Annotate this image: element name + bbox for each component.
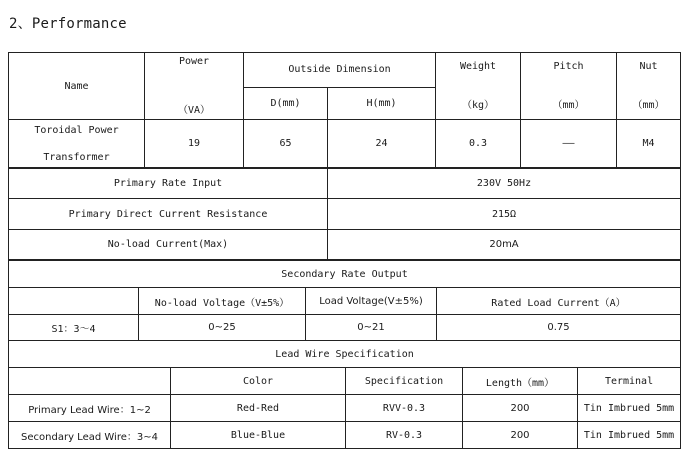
lead-wire-terminal: Tin Imbrued 5mm — [578, 395, 681, 422]
lead-wire-color: Red-Red — [171, 395, 346, 422]
lead-wire-length: 200 — [463, 395, 578, 422]
nut-header-unit: （mm） — [632, 100, 665, 111]
table-row — [9, 395, 681, 422]
lead-wire-terminal: Tin Imbrued 5mm — [578, 422, 681, 449]
product-name-line-2: Transformer — [43, 151, 110, 163]
lead-wire-length: 200 — [463, 422, 578, 449]
terminal-header: Terminal — [578, 368, 681, 395]
lead-wire-title: Lead Wire Specification — [9, 341, 681, 368]
lead-wire-spec: RVV-0.3 — [346, 395, 463, 422]
noload-voltage-value: 0~25 — [139, 315, 306, 341]
secondary-output-table — [8, 260, 681, 341]
lead-wire-name: Secondary Lead Wire：3~4 — [9, 422, 171, 449]
lead-wire-spec: RV-0.3 — [346, 422, 463, 449]
s1-label: S1：3～4 — [9, 315, 139, 341]
length-header: Length（mm） — [463, 368, 578, 395]
s1-header-blank — [9, 288, 139, 315]
pitch-header-label: Pitch — [553, 61, 584, 72]
weight-header-unit: （kg） — [461, 100, 495, 111]
weight-value: 0.3 — [436, 120, 521, 168]
rated-current-value: 0.75 — [437, 315, 681, 341]
name-header: Name — [9, 53, 145, 120]
spec-header: Specification — [346, 368, 463, 395]
d-value: 65 — [244, 120, 328, 168]
performance-table — [8, 52, 681, 168]
lead-wire-table — [8, 340, 681, 449]
dc-resistance-label: Primary Direct Current Resistance — [9, 199, 328, 230]
primary-input-value: 230V 50Hz — [328, 169, 681, 199]
power-header — [145, 53, 244, 120]
product-name-cell — [9, 120, 145, 168]
primary-input-label: Primary Rate Input — [9, 169, 328, 199]
color-header: Color — [171, 368, 346, 395]
d-header: D(mm) — [244, 87, 328, 120]
pitch-value: —— — [521, 120, 617, 168]
dc-resistance-value: 215Ω — [328, 199, 681, 230]
outside-dimension-header: Outside Dimension — [244, 53, 436, 88]
nut-header-label: Nut — [639, 61, 658, 72]
product-name-line-1: Toroidal Power — [34, 124, 119, 136]
power-header-label: Power — [178, 56, 210, 67]
nut-value: M4 — [617, 120, 681, 168]
primary-ratings-table — [8, 168, 681, 260]
section-heading: 2、Performance — [9, 16, 127, 32]
h-header: H(mm) — [328, 87, 436, 120]
pitch-header — [521, 53, 617, 120]
load-voltage-value: 0~21 — [306, 315, 437, 341]
lead-wire-name: Primary Lead Wire：1~2 — [9, 395, 171, 422]
noload-current-label: No-load Current(Max) — [9, 230, 328, 260]
nut-header — [617, 53, 681, 120]
pitch-header-unit: （mm） — [552, 100, 585, 111]
rated-current-header: Rated Load Current（A） — [437, 288, 681, 315]
power-value: 19 — [145, 120, 244, 168]
noload-voltage-header: No-load Voltage（V±5%） — [139, 288, 306, 315]
power-header-unit: （VA） — [177, 105, 211, 116]
lead-wire-name-header-blank — [9, 368, 171, 395]
table-row — [9, 422, 681, 449]
h-value: 24 — [328, 120, 436, 168]
load-voltage-header: Load Voltage(V±5%) — [306, 288, 437, 315]
lead-wire-color: Blue-Blue — [171, 422, 346, 449]
secondary-output-title: Secondary Rate Output — [9, 261, 681, 288]
weight-header-label: Weight — [459, 61, 497, 72]
noload-current-value: 20mA — [328, 230, 681, 260]
weight-header — [436, 53, 521, 120]
